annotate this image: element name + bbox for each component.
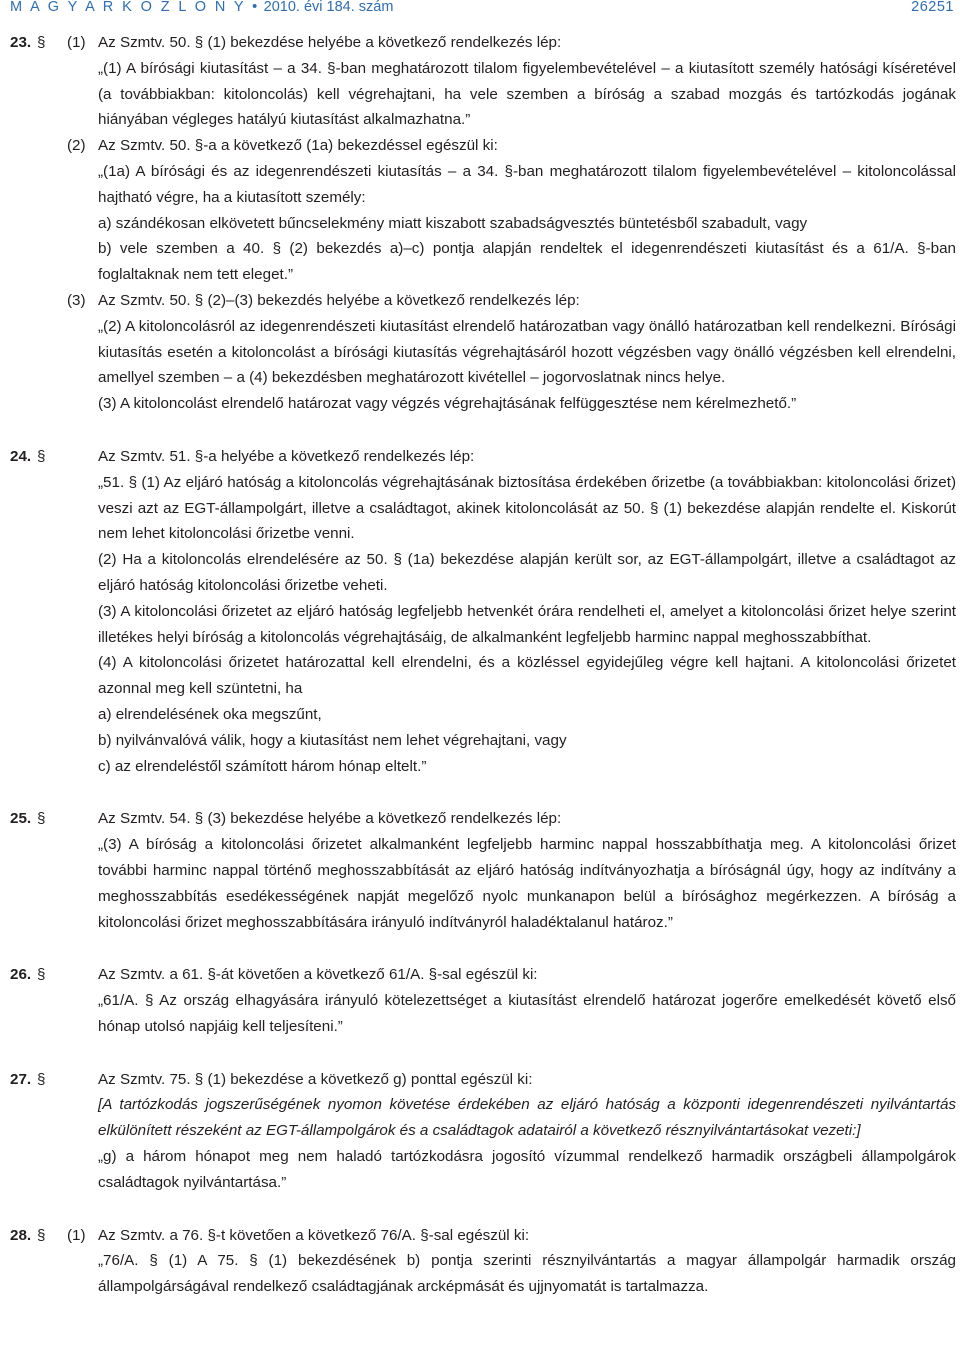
section-number: 24. [10, 447, 32, 465]
point-b: b) vele szemben a 40. § (2) bekezdés a)–c) pontja alapján rendeltek el idegenrendészeti kiutasítást és a 61/A. §-ban foglaltaknak nem tett eleget.” [98, 240, 956, 284]
point-c: c) az elrendeléstől számított három hónap eltelt.” [98, 757, 427, 775]
page-number: 26251 [911, 0, 954, 15]
journal-title: M A G Y A R K Ö Z L Ö N Y • 2010. évi 184. szám [10, 0, 394, 15]
paragraph-label: (1) [67, 34, 86, 51]
italic-context: [A tartózkodás jogszerűségének nyomon követése érdekében az eljáró hatóság a központi idegenrendészeti nyilvántartás elkülönített részeként az EGT-állampolgárok és a családtagok adatairól a következő résznyilvántartásokat vezeti:] [98, 1096, 956, 1140]
quoted-text: „(1a) A bírósági és az idegenrendészeti kiutasítás – a 34. §-ban meghatározott tilalom figyelembevételével – kitoloncolással hajtható végre, ha a kiutasított személy: [98, 162, 956, 206]
section-number: 27. [10, 1070, 32, 1088]
page-header [10, 0, 956, 26]
section-sign: § [37, 447, 46, 465]
paragraph-1 [67, 1223, 956, 1300]
section-number: 25. [10, 810, 32, 828]
section-gap [10, 935, 956, 962]
quoted-text: (4) A kitoloncolási őrizetet határozattal kell elrendelni, és a közléssel egyidejűleg végre kell hajtani. A kitoloncolási őrizetet azonnal meg kell szüntetni, ha [98, 654, 956, 698]
point-a: a) szándékosan elkövetett bűncselekmény miatt kiszabott szabadságvesztés büntetésből szabadult, vagy [98, 214, 808, 232]
section-intro: Az Szmtv. a 61. §-át követően a következő 61/A. §-sal egészül ki: [98, 966, 538, 984]
section-sign: § [37, 34, 46, 51]
section-sign: § [37, 810, 46, 828]
section-number: 23. [10, 34, 32, 51]
paragraph-intro: Az Szmtv. 50. § (1) bekezdése helyébe a következő rendelkezés lép: [98, 34, 562, 51]
paragraph-label: (2) [67, 137, 86, 155]
section-27 [10, 1067, 956, 1196]
section-sign: § [37, 1226, 46, 1244]
header-bullet: • [252, 0, 258, 15]
paragraph-intro: Az Szmtv. 50. §-a a következő (1a) bekezdéssel egészül ki: [98, 137, 498, 155]
quoted-text: „(2) A kitoloncolásról az idegenrendészeti kiutasítást elrendelő határozatban vagy önálló határozatban kell rendelkezni. Bírósági kiutasítás esetén a kitoloncolást a bírósági kiutasítás végrehajtásáról hozott végzésben vagy önálló végzésben kell elrendelni, amellyel szemben – a (4) bekezdésben meghatározott kivétellel – jogorvoslatnak nincs helye. [98, 317, 956, 387]
issue-label: 2010. évi 184. szám [263, 0, 394, 15]
paragraph-label: (1) [67, 1226, 86, 1244]
section-intro: Az Szmtv. 54. § (3) bekezdése helyébe a következő rendelkezés lép: [98, 810, 562, 828]
section-gap [10, 1196, 956, 1223]
quoted-text: „76/A. § (1) A 75. § (1) bekezdésének b) pontja szerinti résznyilvántartás a magyar állampolgár harmadik ország állampolgárságával rendelkező családtagjának arcképmását és ujjnyomatát is tartalmazza. [98, 1252, 956, 1296]
section-23 [10, 30, 956, 417]
paragraph-1 [67, 30, 956, 133]
section-28 [10, 1223, 956, 1300]
section-gap [10, 417, 956, 444]
section-number: 28. [10, 1226, 32, 1244]
section-26 [10, 962, 956, 1039]
point-b: b) nyilvánvalóvá válik, hogy a kiutasítást nem lehet végrehajtani, vagy [98, 731, 567, 749]
paragraph-intro: Az Szmtv. a 76. §-t követően a következő 76/A. §-sal egészül ki: [98, 1226, 530, 1244]
section-gap [10, 1040, 956, 1067]
quoted-text: (3) A kitoloncolási őrizetet az eljáró hatóság legfeljebb hetvenkét órára rendelheti el, amelyet a kitoloncolási őrizet helye szerint illetékes helyi bíróság a kitoloncolás végrehajtásáig, de alkalmanként legfeljebb harminc nappal meghosszabbíthat. [98, 602, 956, 646]
quoted-text: (3) A kitoloncolást elrendelő határozat vagy végzés végrehajtásának felfüggesztése nem kérelmezhető.” [98, 395, 797, 413]
section-intro: Az Szmtv. 75. § (1) bekezdése a következő g) ponttal egészül ki: [98, 1070, 533, 1088]
section-sign: § [37, 966, 46, 984]
section-intro: Az Szmtv. 51. §-a helyébe a következő rendelkezés lép: [98, 447, 475, 465]
paragraph-3 [67, 288, 956, 417]
paragraph-2 [67, 133, 956, 288]
section-gap [10, 779, 956, 806]
paragraph-label: (3) [67, 291, 86, 309]
paragraph-intro: Az Szmtv. 50. § (2)–(3) bekezdés helyébe a következő rendelkezés lép: [98, 291, 580, 309]
quoted-text: „(3) A bíróság a kitoloncolási őrizetet alkalmanként legfeljebb harminc nappal hosszabbíthatja meg. A kitoloncolási őrizet további harminc nappal történő meghosszabbítását az eljáró hatóság indítványozhatja a bíróságnál úgy, hogy az indítvány a meghosszabbítás esedékességének napját megelőző nyolc munkanapon belül a bírósághoz megérkezzen. A bíróság a kitoloncolási őrizet meghosszabbítására irányuló indítványról haladéktalanul határoz.” [98, 836, 956, 931]
section-25 [10, 806, 956, 935]
quoted-text: „51. § (1) Az eljáró hatóság a kitoloncolás végrehajtásának biztosítása érdekében őrizetbe (a továbbiakban: kitoloncolási őrizet) veszi azt az EGT-állampolgárt, illetve a családtagot, akinek kitoloncolását az 50. § (1) bekezdése alapján rendelte el. Kiskorút nem lehet kitoloncolási őrizetbe venni. [98, 473, 956, 543]
section-number: 26. [10, 966, 32, 984]
section-24 [10, 444, 956, 779]
quoted-text: „(1) A bírósági kiutasítást – a 34. §-ban meghatározott tilalom figyelembevételével – a kiutasított személy hatósági kíséretével (a továbbiakban: kitoloncolás) kell végrehajtani, ha vele szemben a bíróság a szabad mozgás és tartózkodás jogának hiányában végleges hatályú kiutasítást alkalmazhatna.” [98, 59, 956, 129]
quoted-text: „61/A. § Az ország elhagyására irányuló kötelezettséget a kiutasítást elrendelő határozat jogerőre emelkedését követő első hónap utolsó napjáig kell teljesíteni.” [98, 992, 956, 1035]
point-a: a) elrendelésének oka megszűnt, [98, 705, 322, 723]
quoted-text: „g) a három hónapot meg nem haladó tartózkodásra jogosító vízummal rendelkező harmadik országbeli állampolgárok családtagok nyilvántartása.” [98, 1148, 956, 1191]
quoted-text: (2) Ha a kitoloncolás elrendelésére az 50. § (1a) bekezdése alapján került sor, az EGT-állampolgárt, illetve a családtagot az eljáró hatóság kitoloncolási őrizetbe veheti. [98, 551, 956, 594]
section-sign: § [37, 1070, 46, 1088]
